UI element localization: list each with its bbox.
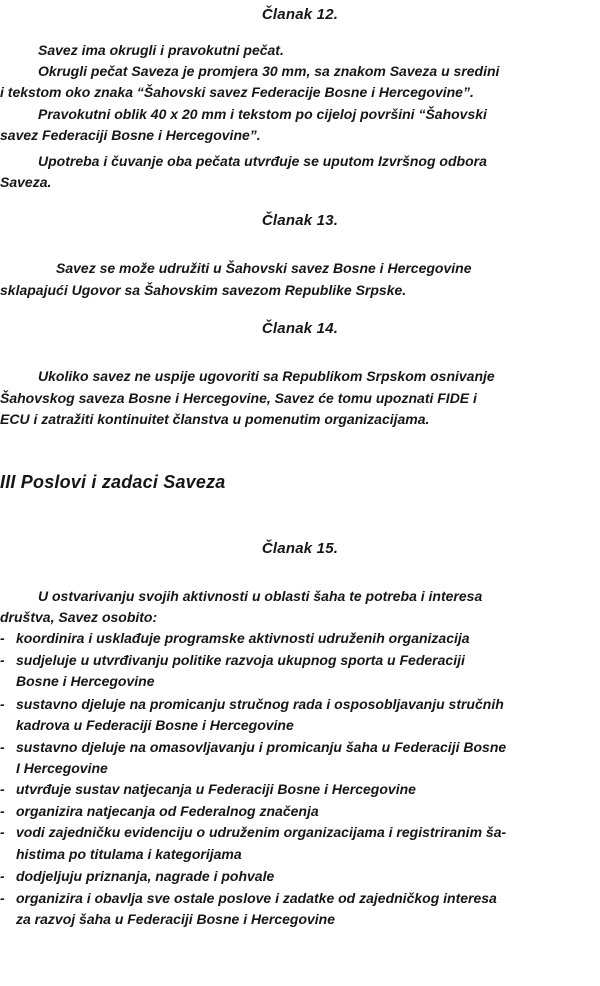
list-bullet: - — [0, 652, 5, 668]
list-item-text: sustavno djeluje na promicanju stručnog rada i osposobljavanju stručnih — [16, 696, 504, 712]
article-15-intro-line-2: društva, Savez osobito: — [0, 609, 158, 625]
article-12-paragraph-3-line-2: savez Federaciji Bosne i Hercegovine”. — [0, 127, 261, 143]
list-item — [0, 737, 600, 757]
list-item — [0, 694, 600, 714]
article-13-line-2: sklapajući Ugovor sa Šahovskim savezom Republike Srpske. — [0, 282, 407, 298]
list-item-continuation: Bosne i Hercegovine — [16, 673, 155, 689]
list-item-text: koordinira i usklađuje programske aktivnosti udruženih organizacija — [16, 630, 470, 646]
list-bullet: - — [0, 630, 5, 646]
list-item-text: organizira i obavlja sve ostale poslove i zadatke od zajedničkog interesa — [16, 890, 497, 906]
list-item — [0, 888, 600, 908]
list-bullet: - — [0, 696, 5, 712]
list-item-continuation: za razvoj šaha u Federaciji Bosne i Hercegovine — [16, 911, 336, 927]
article-12-paragraph-4-line-1: Upotreba i čuvanje oba pečata utvrđuje se uputom Izvršnog odbora — [38, 153, 487, 169]
list-item-text: sudjeluje u utvrđivanju politike razvoja ukupnog sporta u Federaciji — [16, 652, 465, 668]
article-14-heading: Članak 14. — [261, 320, 339, 337]
list-item-text: vodi zajedničku evidenciju o udruženim organizacijama i registriranim ša- — [16, 824, 507, 840]
section-title: III Poslovi i zadaci Saveza — [0, 472, 226, 492]
list-item-text: organizira natjecanja od Federalnog značenja — [16, 803, 319, 819]
article-12-paragraph-2-line-2: i tekstom oko znaka “Šahovski savez Federacije Bosne i Hercegovine”. — [0, 84, 474, 100]
list-item-continuation: I Hercegovine — [16, 760, 108, 776]
list-bullet: - — [0, 781, 5, 797]
list-bullet: - — [0, 868, 5, 884]
list-bullet: - — [0, 739, 5, 755]
list-bullet: - — [0, 803, 5, 819]
article-14-line-1: Ukoliko savez ne uspije ugovoriti sa Republikom Srpskom osnivanje — [38, 368, 495, 384]
list-bullet: - — [0, 824, 5, 840]
article-12-paragraph-2-line-1: Okrugli pečat Saveza je promjera 30 mm, sa znakom Saveza u sredini — [38, 63, 500, 79]
list-bullet: - — [0, 890, 5, 906]
list-item — [0, 801, 600, 821]
list-item — [0, 628, 600, 648]
article-12-paragraph-4-line-2: Saveza. — [0, 174, 52, 190]
article-15-intro-line-1: U ostvarivanju svojih aktivnosti u oblasti šaha te potreba i interesa — [38, 588, 483, 604]
article-12-heading: Članak 12. — [261, 6, 339, 23]
list-item — [0, 779, 600, 799]
article-14-line-2: Šahovskog saveza Bosne i Hercegovine, Savez će tomu upoznati FIDE i — [0, 390, 477, 406]
list-item — [0, 866, 600, 886]
list-item-continuation: histima po titulama i kategorijama — [16, 846, 242, 862]
article-12-paragraph-1: Savez ima okrugli i pravokutni pečat. — [38, 42, 284, 58]
article-13-line-1: Savez se može udružiti u Šahovski savez Bosne i Hercegovine — [56, 260, 472, 276]
list-item-text: sustavno djeluje na omasovljavanju i promicanju šaha u Federaciji Bosne — [16, 739, 507, 755]
list-item-text: dodjeljuju priznanja, nagrade i pohvale — [16, 868, 275, 884]
article-15-heading: Članak 15. — [261, 540, 339, 557]
article-14-line-3: ECU i zatražiti kontinuitet članstva u pomenutim organizacijama. — [0, 411, 430, 427]
article-13-heading: Članak 13. — [261, 212, 339, 229]
list-item-text: utvrđuje sustav natjecanja u Federaciji Bosne i Hercegovine — [16, 781, 416, 797]
list-item — [0, 650, 600, 670]
list-item — [0, 822, 600, 842]
article-12-paragraph-3-line-1: Pravokutni oblik 40 x 20 mm i tekstom po cijeloj površini “Šahovski — [38, 106, 487, 122]
list-item-continuation: kadrova u Federaciji Bosne i Hercegovine — [16, 717, 294, 733]
